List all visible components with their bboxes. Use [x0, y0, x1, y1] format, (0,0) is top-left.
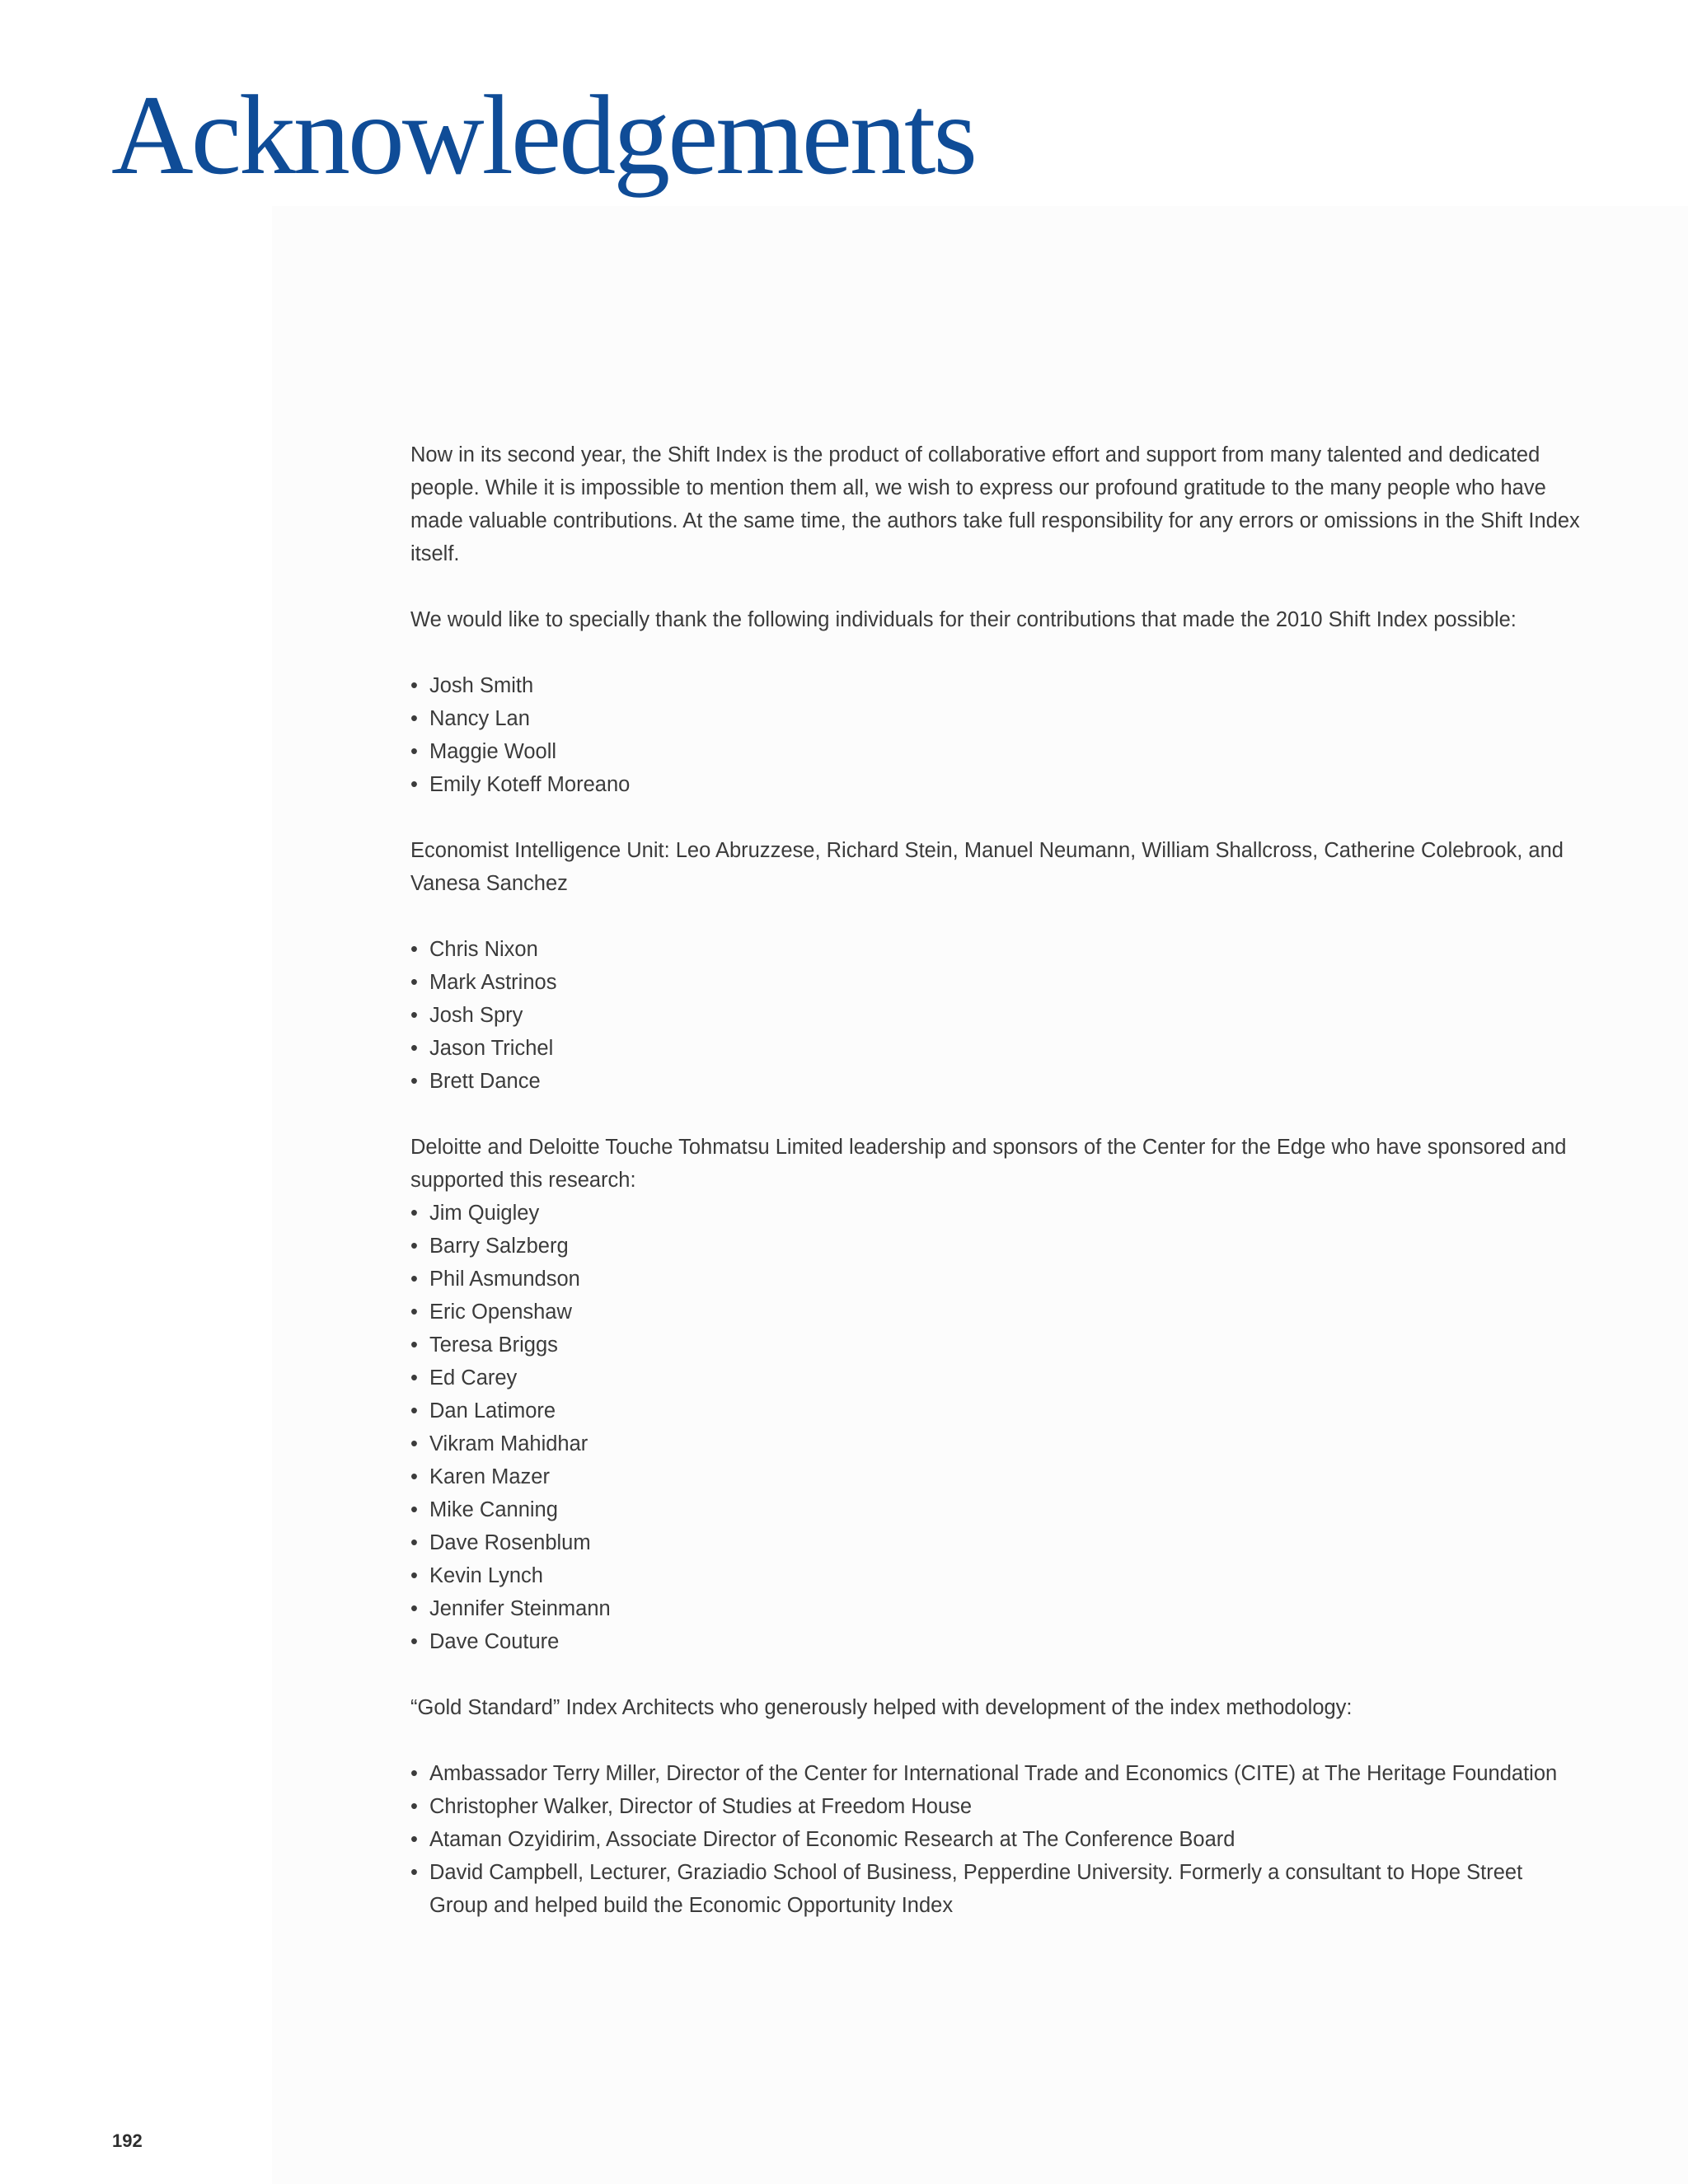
- architects-intro: “Gold Standard” Index Architects who generously helped with development of the index methodology:: [410, 1696, 1353, 1719]
- list-item: • Jason Trichel: [410, 1032, 1581, 1065]
- list-item: • Dan Latimore: [410, 1394, 1581, 1427]
- list-item: • Dave Rosenblum: [410, 1526, 1581, 1559]
- list-item: • Josh Smith: [410, 669, 1581, 702]
- list-item: • Mike Canning: [410, 1493, 1581, 1526]
- list-item: • Dave Couture: [410, 1625, 1581, 1658]
- list-item: • Ataman Ozyidirim, Associate Director of Economic Research at The Conference Board: [410, 1823, 1581, 1856]
- spacer: [410, 570, 1581, 603]
- spacer: [410, 1098, 1581, 1131]
- list-item: • Jennifer Steinmann: [410, 1592, 1581, 1625]
- list-item: • Teresa Briggs: [410, 1329, 1581, 1361]
- list-item: • Josh Spry: [410, 999, 1581, 1032]
- list-item: • Barry Salzberg: [410, 1230, 1581, 1263]
- list-item: • Chris Nixon: [410, 933, 1581, 966]
- list-item: • Phil Asmundson: [410, 1263, 1581, 1296]
- list-item: • Ed Carey: [410, 1361, 1581, 1394]
- spacer: [410, 636, 1581, 669]
- page-number: 192: [112, 2130, 143, 2151]
- list-item: • Karen Mazer: [410, 1460, 1581, 1493]
- intro-paragraph: Now in its second year, the Shift Index is the product of collaborative effort and support from many talented and dedicated people. While it is impossible to mention them all, we wish to express our profound gratitude to the many people who have made valuable contributions. At the same time, the authors take full responsibility for any errors or omissions in the Shift Index itself.: [410, 443, 1580, 565]
- list-item: • Vikram Mahidhar: [410, 1427, 1581, 1460]
- spacer: [410, 801, 1581, 834]
- sponsors-intro: Deloitte and Deloitte Touche Tohmatsu Limited leadership and sponsors of the Center for the Edge who have sponsored and supported this research:: [410, 1136, 1567, 1192]
- list-item: • Mark Astrinos: [410, 966, 1581, 999]
- team-list: [410, 933, 1581, 1098]
- list-item: • Nancy Lan: [410, 702, 1581, 735]
- individuals-list: [410, 669, 1581, 801]
- architects-list: [410, 1757, 1581, 1922]
- page-title: Acknowledgements: [111, 72, 976, 198]
- list-item: • Ambassador Terry Miller, Director of the Center for International Trade and Economics (CITE) at The Heritage Foundation: [410, 1757, 1581, 1790]
- spacer: [410, 900, 1581, 933]
- list-item: • Christopher Walker, Director of Studies at Freedom House: [410, 1790, 1581, 1823]
- list-item: • David Campbell, Lecturer, Graziadio School of Business, Pepperdine University. Formerly a consultant to Hope Street Group and helped build the Economic Opportunity Index: [410, 1856, 1534, 1922]
- spacer: [410, 1658, 1581, 1691]
- acknowledgements-body: [410, 438, 1581, 1922]
- list-item: • Eric Openshaw: [410, 1296, 1581, 1329]
- list-item: • Brett Dance: [410, 1065, 1581, 1098]
- thanks-intro: We would like to specially thank the following individuals for their contributions that made the 2010 Shift Index possible:: [410, 608, 1517, 631]
- list-item: • Emily Koteff Moreano: [410, 768, 1581, 801]
- list-item: • Maggie Wooll: [410, 735, 1581, 768]
- sponsors-list: [410, 1197, 1581, 1658]
- eiu-paragraph: Economist Intelligence Unit: Leo Abruzzese, Richard Stein, Manuel Neumann, William Shallcross, Catherine Colebrook, and Vanesa Sanchez: [410, 839, 1564, 895]
- list-item: • Kevin Lynch: [410, 1559, 1581, 1592]
- spacer: [410, 1724, 1581, 1757]
- list-item: • Jim Quigley: [410, 1197, 1581, 1230]
